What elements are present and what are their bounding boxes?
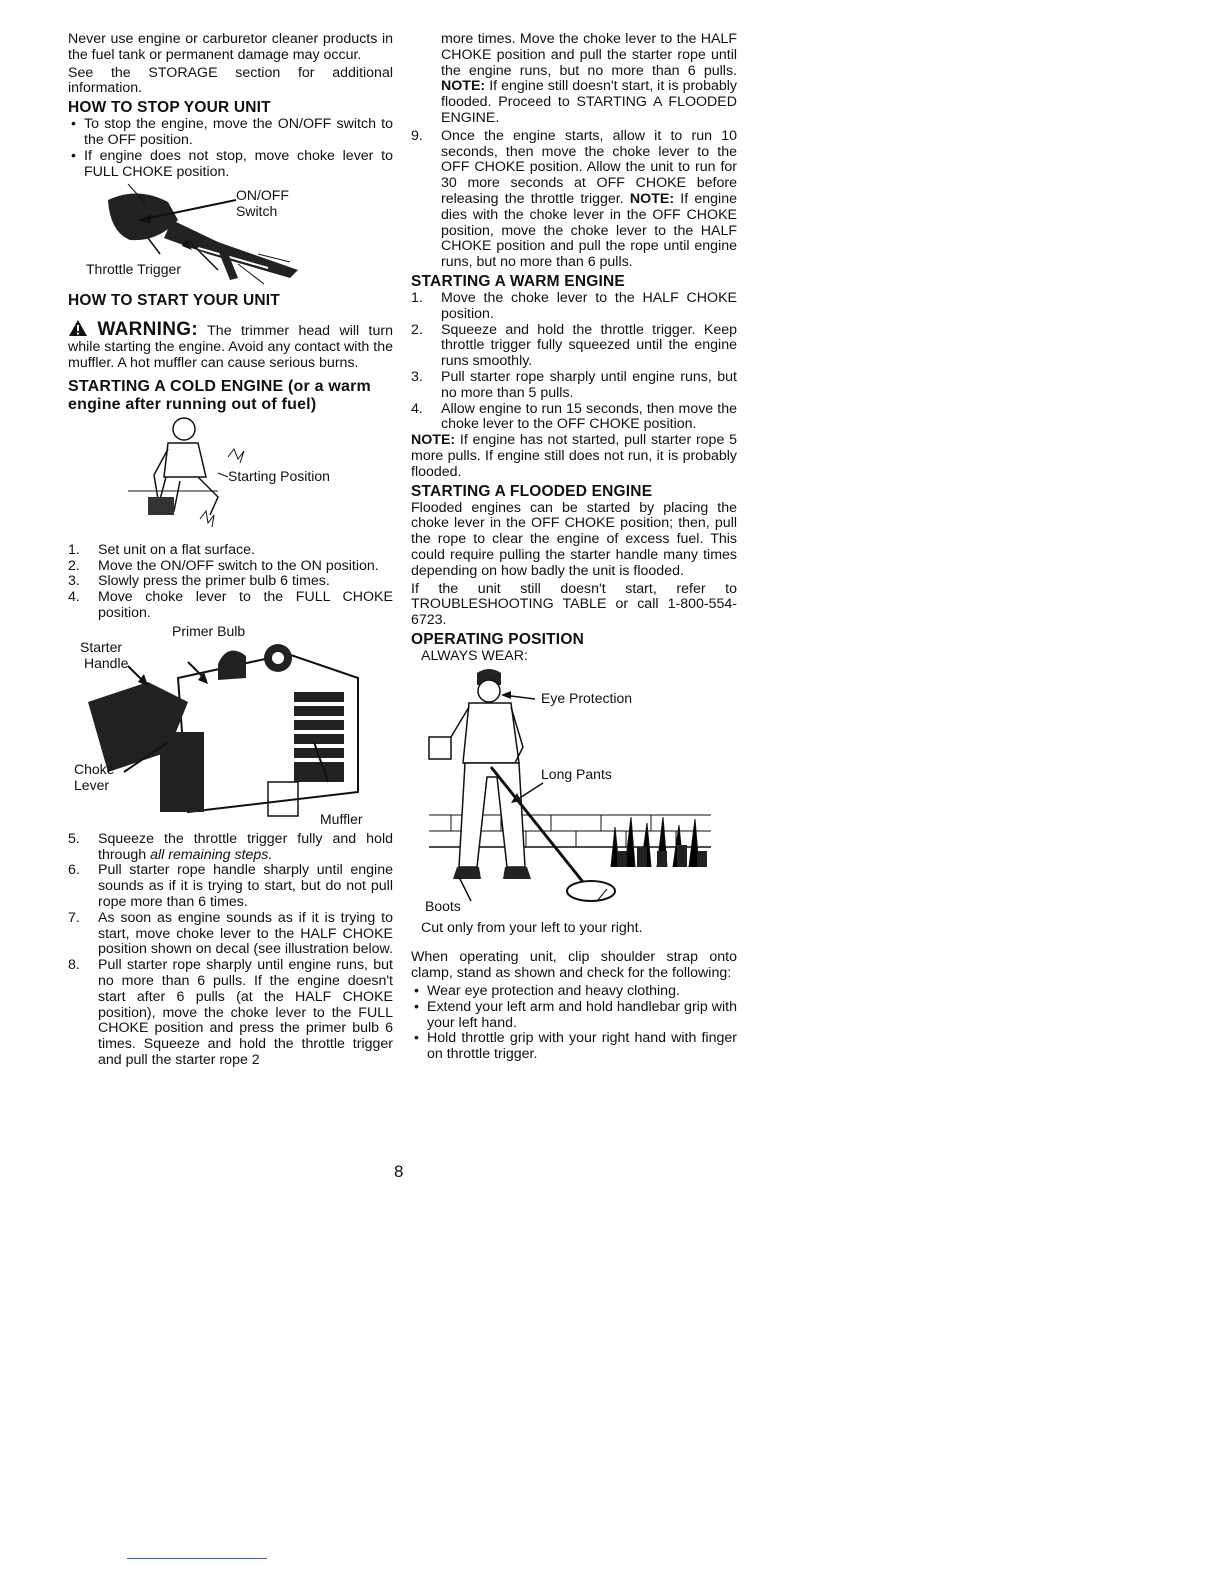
warm-start-steps (411, 291, 737, 433)
list-item: 3. Pull starter rope sharply until engine runs, but no more than 5 pulls. (411, 368, 737, 401)
long-pants-label: Long Pants (541, 765, 612, 782)
stop-heading: HOW TO STOP YOUR UNIT (68, 99, 271, 117)
list-item: 4. Allow engine to run 15 seconds, then move the choke lever to the OFF CHOKE position. (411, 400, 737, 433)
step-9 (411, 129, 737, 271)
lever-label: Lever (74, 776, 110, 793)
step8-continued: more times. Move the choke lever to the HALF CHOKE position and pull the starter rope until the engine runs, but no more than 6 pulls. NOTE: If engine still doesn't start, it is probably flooded. Proceed to STARTING A FLOODED ENGINE. (441, 31, 737, 126)
eye-protection-label: Eye Protection (541, 689, 633, 706)
warning-icon (68, 319, 88, 337)
list-item: 1. Move the choke lever to the HALF CHOKE position. (411, 289, 737, 322)
choke-label: Choke (74, 760, 115, 777)
list-item: 7. As soon as engine sounds as if it is trying to start, move choke lever to the HALF CHOKE position shown on decal (see illustration below. (68, 909, 393, 958)
list-item: 6. Pull starter rope handle sharply until engine sounds as if it is trying to start, but do not pull rope more than 6 times. (68, 862, 393, 910)
onoff-label: ON/OFF (236, 187, 289, 204)
list-item: 4. Move choke lever to the FULL CHOKE position. (68, 589, 393, 621)
operating-paragraph: When operating unit, clip shoulder strap onto clamp, stand as shown and check for the following: (411, 949, 737, 982)
starting-position-label: Starting Position (228, 467, 330, 484)
cold-start-steps (68, 543, 393, 622)
operating-checklist (411, 984, 737, 1063)
list-item: • If engine does not stop, move choke lever to FULL CHOKE position. (68, 149, 393, 181)
flooded-engine-heading: STARTING A FLOODED ENGINE (411, 482, 653, 500)
throttle-trigger-label: Throttle Trigger (86, 261, 181, 278)
warning-paragraph (68, 319, 393, 371)
starting-position-figure (68, 415, 393, 543)
muffler-label: Muffler (320, 810, 363, 827)
cold-engine-heading: STARTING A COLD ENGINE (or a warm engine after running out of fuel) (68, 377, 371, 413)
boots-label: Boots (425, 897, 461, 914)
troubleshooting-paragraph: If the unit still doesn't start, refer to TROUBLESHOOTING TABLE or call 1-800-554-6723. (411, 580, 737, 629)
list-item: 3. Slowly press the primer bulb 6 times. (68, 573, 330, 590)
flooded-paragraph: Flooded engines can be started by placing the choke lever in the OFF CHOKE position; then, pull the rope to clear the engine of excess fuel. This could require pulling the starter handle many times depending on how badly the unit is flooded. (411, 499, 737, 579)
page-number: 8 (394, 1162, 404, 1181)
note-label: NOTE: (441, 78, 486, 95)
always-wear-label: ALWAYS WEAR: (421, 647, 528, 664)
right-column (411, 32, 737, 1063)
warning-text: The trimmer head will turn while starting the engine. Avoid any contact with the muffler. A hot muffler can cause serious burns. (68, 323, 393, 371)
list-item: • Extend your left arm and hold handlebar grip with your left hand. (411, 1000, 737, 1032)
intro-paragraph: Never use engine or carburetor cleaner products in the fuel tank or permanent damage may occur. (68, 31, 393, 63)
switch-label: Switch (236, 203, 278, 220)
left-column (68, 32, 393, 1069)
list-item: 2. Move the ON/OFF switch to the ON position. (68, 557, 379, 574)
primer-bulb-label: Primer Bulb (172, 622, 246, 639)
operating-position-heading: OPERATING POSITION (411, 630, 584, 648)
note-label: NOTE: (629, 190, 675, 207)
operating-position-figure (411, 667, 737, 921)
storage-reference: See the STORAGE section for additional information. (68, 64, 393, 97)
list-item: • To stop the engine, move the ON/OFF switch to the OFF position. (68, 117, 393, 149)
list-item: • Hold throttle grip with your right hand with finger on throttle trigger. (411, 1031, 737, 1063)
footer-divider (127, 1558, 267, 1559)
list-item: 8. Pull starter rope sharply until engine runs, but no more than 6 pulls. If the engine doesn't start after 6 pulls (at the HALF CHOKE position), move the choke lever to the FULL CHOKE position and press the primer bulb 6 times. Squeeze and hold the throttle trigger and pull the starter rope 2 (68, 957, 393, 1068)
warning-label: WARNING: (97, 319, 198, 341)
starter-label: Starter (80, 638, 123, 655)
cold-start-steps-continued (68, 832, 393, 1069)
start-heading: HOW TO START YOUR UNIT (68, 292, 280, 310)
stop-list (68, 117, 393, 180)
list-item: 1. Set unit on a flat surface. (68, 541, 255, 558)
engine-parts-figure (68, 622, 393, 832)
list-item: 2. Squeeze and hold the throttle trigger. Keep throttle trigger fully squeezed until the engine runs smoothly. (411, 321, 737, 370)
list-item: 9. Once the engine starts, allow it to run 10 seconds, then move the choke lever to the OFF CHOKE position. Allow the unit to run for 30 more seconds at OFF CHOKE before releasing the throttle trigger. NOTE: If engine dies with the choke lever in the OFF CHOKE position, move the choke lever to the HALF CHOKE position and pull the rope until engine runs, but no more than 6 pulls. (411, 127, 737, 271)
cut-direction-text: Cut only from your left to your right. (421, 919, 643, 936)
list-item: 5. Squeeze the throttle trigger fully and hold through all remaining steps. (68, 830, 393, 863)
handle-label: Handle (84, 654, 129, 671)
warm-note: NOTE: If engine has not started, pull starter rope 5 more pulls. If engine still does not run, it is probably flooded. (411, 432, 737, 480)
note-label: NOTE: (411, 432, 456, 449)
warm-engine-heading: STARTING A WARM ENGINE (411, 272, 625, 290)
list-item: • Wear eye protection and heavy clothing. (411, 984, 737, 1000)
switch-figure (68, 180, 393, 286)
